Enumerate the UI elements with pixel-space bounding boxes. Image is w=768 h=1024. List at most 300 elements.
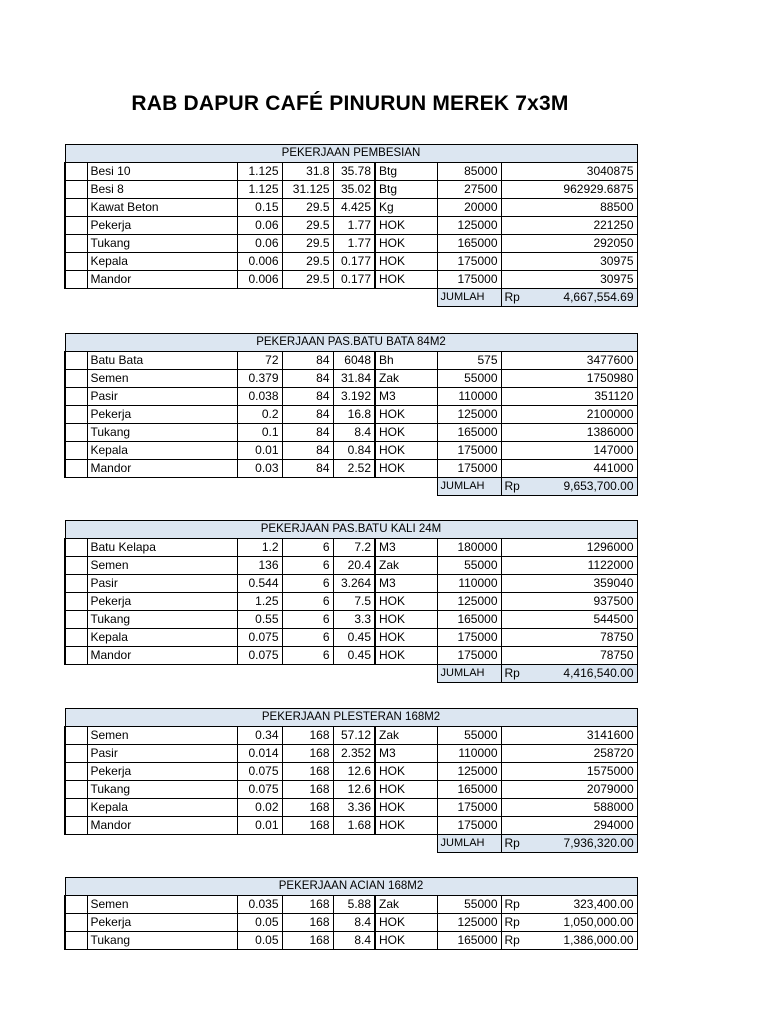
cell-unit: HOK bbox=[375, 235, 437, 253]
cell-price: 175000 bbox=[437, 460, 501, 478]
cell-rp: Rp bbox=[501, 932, 523, 950]
table-row bbox=[65, 199, 637, 217]
cell-blank bbox=[333, 289, 375, 307]
cell-price: 110000 bbox=[437, 388, 501, 406]
cell-price: 165000 bbox=[437, 235, 501, 253]
cell-unit: HOK bbox=[375, 271, 437, 289]
cell-price: 27500 bbox=[437, 181, 501, 199]
cell-total: 292050 bbox=[523, 235, 637, 253]
cell-unit: Kg bbox=[375, 199, 437, 217]
cell-rp bbox=[501, 406, 523, 424]
cell-qty: 4.425 bbox=[333, 199, 375, 217]
cell-unit: HOK bbox=[375, 460, 437, 478]
cell-blank bbox=[65, 799, 87, 817]
jumlah-label: JUMLAH bbox=[437, 478, 501, 496]
table-row bbox=[65, 235, 637, 253]
cell-price: 110000 bbox=[437, 575, 501, 593]
cell-unit: Btg bbox=[375, 181, 437, 199]
cell-blank bbox=[65, 388, 87, 406]
cell-blank bbox=[65, 611, 87, 629]
cell-item: Kepala bbox=[87, 629, 237, 647]
cell-qty: 5.88 bbox=[333, 896, 375, 914]
cell-rp bbox=[501, 181, 523, 199]
cell-vol: 168 bbox=[282, 914, 333, 932]
jumlah-label: JUMLAH bbox=[437, 835, 501, 853]
cell-qty: 2.52 bbox=[333, 460, 375, 478]
cell-qty: 0.45 bbox=[333, 647, 375, 665]
cell-qty: 8.4 bbox=[333, 914, 375, 932]
cell-blank bbox=[65, 163, 87, 181]
cell-price: 175000 bbox=[437, 799, 501, 817]
table-row bbox=[65, 593, 637, 611]
cell-price: 165000 bbox=[437, 424, 501, 442]
cell-item: Semen bbox=[87, 557, 237, 575]
cell-item: Pekerja bbox=[87, 406, 237, 424]
section-table bbox=[64, 144, 638, 307]
cell-vol: 6 bbox=[282, 629, 333, 647]
cell-item: Mandor bbox=[87, 271, 237, 289]
cell-qty: 20.4 bbox=[333, 557, 375, 575]
cell-item: Pasir bbox=[87, 575, 237, 593]
cell-total: 1750980 bbox=[523, 370, 637, 388]
cell-vol: 29.5 bbox=[282, 253, 333, 271]
cell-rp bbox=[501, 745, 523, 763]
cell-blank bbox=[65, 647, 87, 665]
cell-total: 2100000 bbox=[523, 406, 637, 424]
cell-vol: 168 bbox=[282, 932, 333, 950]
cell-blank bbox=[65, 235, 87, 253]
cell-blank bbox=[65, 460, 87, 478]
cell-price: 55000 bbox=[437, 896, 501, 914]
section-2 bbox=[64, 333, 636, 496]
cell-qty: 16.8 bbox=[333, 406, 375, 424]
cell-rp bbox=[501, 424, 523, 442]
cell-blank bbox=[65, 271, 87, 289]
cell-item: Semen bbox=[87, 370, 237, 388]
cell-item: Besi 8 bbox=[87, 181, 237, 199]
cell-item: Mandor bbox=[87, 460, 237, 478]
cell-unit: Zak bbox=[375, 896, 437, 914]
table-row bbox=[65, 932, 637, 950]
cell-blank bbox=[237, 835, 282, 853]
cell-rp: Rp bbox=[501, 896, 523, 914]
cell-rp bbox=[501, 271, 523, 289]
cell-item: Tukang bbox=[87, 611, 237, 629]
jumlah-value: 4,667,554.69 bbox=[523, 289, 637, 307]
cell-blank bbox=[282, 478, 333, 496]
cell-total: 147000 bbox=[523, 442, 637, 460]
cell-koef: 136 bbox=[237, 557, 282, 575]
table-row bbox=[65, 370, 637, 388]
cell-total: 30975 bbox=[523, 253, 637, 271]
cell-rp bbox=[501, 539, 523, 557]
cell-koef: 72 bbox=[237, 352, 282, 370]
cell-blank bbox=[65, 914, 87, 932]
cell-item: Pasir bbox=[87, 745, 237, 763]
jumlah-row bbox=[65, 665, 637, 683]
cell-total: 1,050,000.00 bbox=[523, 914, 637, 932]
cell-koef: 1.25 bbox=[237, 593, 282, 611]
cell-price: 55000 bbox=[437, 557, 501, 575]
cell-blank bbox=[65, 199, 87, 217]
cell-unit: HOK bbox=[375, 406, 437, 424]
cell-blank bbox=[65, 817, 87, 835]
cell-total: 1575000 bbox=[523, 763, 637, 781]
cell-blank bbox=[65, 253, 87, 271]
cell-item: Batu Bata bbox=[87, 352, 237, 370]
cell-vol: 168 bbox=[282, 781, 333, 799]
table-row bbox=[65, 406, 637, 424]
cell-item: Pekerja bbox=[87, 914, 237, 932]
cell-unit: HOK bbox=[375, 253, 437, 271]
cell-blank bbox=[65, 424, 87, 442]
cell-total: 221250 bbox=[523, 217, 637, 235]
cell-rp bbox=[501, 388, 523, 406]
cell-total: 3040875 bbox=[523, 163, 637, 181]
cell-vol: 168 bbox=[282, 817, 333, 835]
cell-rp bbox=[501, 253, 523, 271]
cell-total: 3141600 bbox=[523, 727, 637, 745]
cell-rp bbox=[501, 235, 523, 253]
section-header-row bbox=[65, 145, 637, 163]
cell-vol: 168 bbox=[282, 745, 333, 763]
cell-blank bbox=[65, 896, 87, 914]
cell-total: 588000 bbox=[523, 799, 637, 817]
cell-total: 1122000 bbox=[523, 557, 637, 575]
section-5 bbox=[64, 877, 636, 950]
jumlah-currency: Rp bbox=[501, 665, 523, 683]
cell-koef: 1.125 bbox=[237, 181, 282, 199]
cell-unit: HOK bbox=[375, 611, 437, 629]
table-row bbox=[65, 388, 637, 406]
cell-blank bbox=[87, 835, 237, 853]
jumlah-value: 4,416,540.00 bbox=[523, 665, 637, 683]
cell-blank bbox=[65, 575, 87, 593]
jumlah-value: 9,653,700.00 bbox=[523, 478, 637, 496]
cell-total: 294000 bbox=[523, 817, 637, 835]
cell-blank bbox=[87, 478, 237, 496]
table-row bbox=[65, 727, 637, 745]
cell-unit: HOK bbox=[375, 593, 437, 611]
cell-unit: HOK bbox=[375, 914, 437, 932]
section-header: PEKERJAAN PAS.BATU BATA 84M2 bbox=[65, 334, 637, 352]
cell-blank bbox=[282, 289, 333, 307]
cell-qty: 3.3 bbox=[333, 611, 375, 629]
cell-blank bbox=[65, 352, 87, 370]
cell-rp bbox=[501, 611, 523, 629]
cell-item: Kawat Beton bbox=[87, 199, 237, 217]
table-row bbox=[65, 163, 637, 181]
cell-rp bbox=[501, 217, 523, 235]
cell-koef: 0.014 bbox=[237, 745, 282, 763]
cell-qty: 8.4 bbox=[333, 424, 375, 442]
cell-blank bbox=[65, 835, 87, 853]
cell-koef: 0.006 bbox=[237, 271, 282, 289]
cell-price: 175000 bbox=[437, 253, 501, 271]
cell-vol: 6 bbox=[282, 593, 333, 611]
table-row bbox=[65, 914, 637, 932]
cell-koef: 0.544 bbox=[237, 575, 282, 593]
cell-koef: 0.075 bbox=[237, 763, 282, 781]
section-header: PEKERJAAN ACIAN 168M2 bbox=[65, 878, 637, 896]
cell-vol: 6 bbox=[282, 575, 333, 593]
cell-unit: M3 bbox=[375, 575, 437, 593]
section-table bbox=[64, 877, 638, 950]
cell-rp bbox=[501, 727, 523, 745]
jumlah-row bbox=[65, 835, 637, 853]
cell-price: 575 bbox=[437, 352, 501, 370]
cell-unit: HOK bbox=[375, 647, 437, 665]
cell-unit: Bh bbox=[375, 352, 437, 370]
cell-item: Tukang bbox=[87, 932, 237, 950]
cell-unit: HOK bbox=[375, 763, 437, 781]
jumlah-currency: Rp bbox=[501, 289, 523, 307]
cell-unit: Btg bbox=[375, 163, 437, 181]
section-3 bbox=[64, 520, 636, 683]
cell-total: 3477600 bbox=[523, 352, 637, 370]
cell-qty: 35.02 bbox=[333, 181, 375, 199]
cell-total: 544500 bbox=[523, 611, 637, 629]
cell-qty: 7.2 bbox=[333, 539, 375, 557]
jumlah-value: 7,936,320.00 bbox=[523, 835, 637, 853]
cell-koef: 0.34 bbox=[237, 727, 282, 745]
table-row bbox=[65, 539, 637, 557]
cell-blank bbox=[65, 370, 87, 388]
cell-koef: 0.06 bbox=[237, 217, 282, 235]
cell-qty: 3.264 bbox=[333, 575, 375, 593]
cell-vol: 168 bbox=[282, 763, 333, 781]
cell-vol: 29.5 bbox=[282, 235, 333, 253]
cell-unit: HOK bbox=[375, 217, 437, 235]
cell-item: Pasir bbox=[87, 388, 237, 406]
cell-koef: 0.15 bbox=[237, 199, 282, 217]
cell-blank bbox=[237, 289, 282, 307]
cell-koef: 0.01 bbox=[237, 442, 282, 460]
cell-vol: 29.5 bbox=[282, 217, 333, 235]
table-row bbox=[65, 745, 637, 763]
cell-blank bbox=[65, 781, 87, 799]
cell-price: 165000 bbox=[437, 611, 501, 629]
cell-total: 88500 bbox=[523, 199, 637, 217]
cell-item: Tukang bbox=[87, 424, 237, 442]
cell-total: 1386000 bbox=[523, 424, 637, 442]
cell-blank bbox=[375, 478, 437, 496]
jumlah-row bbox=[65, 289, 637, 307]
cell-blank bbox=[87, 289, 237, 307]
table-row bbox=[65, 781, 637, 799]
table-row bbox=[65, 817, 637, 835]
cell-blank bbox=[65, 289, 87, 307]
cell-koef: 0.006 bbox=[237, 253, 282, 271]
section-header: PEKERJAAN PAS.BATU KALI 24M bbox=[65, 521, 637, 539]
cell-total: 30975 bbox=[523, 271, 637, 289]
cell-koef: 0.075 bbox=[237, 629, 282, 647]
cell-vol: 29.5 bbox=[282, 271, 333, 289]
cell-blank bbox=[65, 629, 87, 647]
cell-item: Mandor bbox=[87, 647, 237, 665]
cell-qty: 1.68 bbox=[333, 817, 375, 835]
cell-vol: 31.125 bbox=[282, 181, 333, 199]
cell-rp bbox=[501, 593, 523, 611]
cell-price: 20000 bbox=[437, 199, 501, 217]
cell-total: 1,386,000.00 bbox=[523, 932, 637, 950]
section-1 bbox=[64, 144, 636, 307]
jumlah-currency: Rp bbox=[501, 835, 523, 853]
cell-rp bbox=[501, 460, 523, 478]
cell-vol: 6 bbox=[282, 557, 333, 575]
cell-blank bbox=[65, 217, 87, 235]
cell-total: 2079000 bbox=[523, 781, 637, 799]
cell-qty: 0.45 bbox=[333, 629, 375, 647]
cell-item: Semen bbox=[87, 896, 237, 914]
cell-blank bbox=[333, 835, 375, 853]
cell-vol: 168 bbox=[282, 799, 333, 817]
cell-item: Besi 10 bbox=[87, 163, 237, 181]
cell-price: 85000 bbox=[437, 163, 501, 181]
cell-qty: 12.6 bbox=[333, 781, 375, 799]
cell-total: 78750 bbox=[523, 647, 637, 665]
table-row bbox=[65, 424, 637, 442]
cell-unit: Zak bbox=[375, 557, 437, 575]
cell-blank bbox=[237, 478, 282, 496]
cell-price: 55000 bbox=[437, 370, 501, 388]
cell-price: 125000 bbox=[437, 406, 501, 424]
cell-blank bbox=[65, 557, 87, 575]
cell-blank bbox=[65, 593, 87, 611]
cell-price: 125000 bbox=[437, 914, 501, 932]
cell-price: 175000 bbox=[437, 817, 501, 835]
table-row bbox=[65, 557, 637, 575]
cell-blank bbox=[65, 442, 87, 460]
jumlah-currency: Rp bbox=[501, 478, 523, 496]
cell-qty: 6048 bbox=[333, 352, 375, 370]
cell-item: Pekerja bbox=[87, 217, 237, 235]
cell-koef: 0.038 bbox=[237, 388, 282, 406]
cell-koef: 0.2 bbox=[237, 406, 282, 424]
cell-total: 441000 bbox=[523, 460, 637, 478]
table-row bbox=[65, 647, 637, 665]
cell-rp bbox=[501, 647, 523, 665]
cell-qty: 0.84 bbox=[333, 442, 375, 460]
cell-koef: 0.075 bbox=[237, 647, 282, 665]
cell-vol: 31.8 bbox=[282, 163, 333, 181]
cell-blank bbox=[333, 478, 375, 496]
cell-blank bbox=[333, 665, 375, 683]
section-header: PEKERJAAN PLESTERAN 168M2 bbox=[65, 709, 637, 727]
section-table bbox=[64, 333, 638, 496]
cell-qty: 12.6 bbox=[333, 763, 375, 781]
cell-koef: 1.2 bbox=[237, 539, 282, 557]
section-header-row bbox=[65, 709, 637, 727]
cell-blank bbox=[375, 665, 437, 683]
cell-blank bbox=[375, 289, 437, 307]
table-row bbox=[65, 799, 637, 817]
cell-rp bbox=[501, 575, 523, 593]
cell-unit: HOK bbox=[375, 781, 437, 799]
cell-koef: 0.05 bbox=[237, 932, 282, 950]
cell-total: 359040 bbox=[523, 575, 637, 593]
table-row bbox=[65, 217, 637, 235]
cell-koef: 0.075 bbox=[237, 781, 282, 799]
cell-blank bbox=[65, 763, 87, 781]
cell-qty: 0.177 bbox=[333, 253, 375, 271]
cell-blank bbox=[65, 932, 87, 950]
cell-vol: 84 bbox=[282, 442, 333, 460]
cell-item: Semen bbox=[87, 727, 237, 745]
cell-koef: 0.55 bbox=[237, 611, 282, 629]
cell-total: 258720 bbox=[523, 745, 637, 763]
cell-unit: HOK bbox=[375, 817, 437, 835]
table-row bbox=[65, 181, 637, 199]
cell-price: 125000 bbox=[437, 763, 501, 781]
cell-unit: M3 bbox=[375, 388, 437, 406]
cell-unit: HOK bbox=[375, 442, 437, 460]
cell-vol: 6 bbox=[282, 539, 333, 557]
cell-vol: 168 bbox=[282, 727, 333, 745]
cell-rp: Rp bbox=[501, 914, 523, 932]
cell-rp bbox=[501, 629, 523, 647]
cell-unit: HOK bbox=[375, 424, 437, 442]
cell-item: Tukang bbox=[87, 781, 237, 799]
cell-qty: 3.192 bbox=[333, 388, 375, 406]
cell-qty: 1.77 bbox=[333, 217, 375, 235]
cell-blank bbox=[87, 665, 237, 683]
table-row bbox=[65, 896, 637, 914]
cell-koef: 0.03 bbox=[237, 460, 282, 478]
cell-total: 323,400.00 bbox=[523, 896, 637, 914]
cell-qty: 8.4 bbox=[333, 932, 375, 950]
cell-unit: Zak bbox=[375, 727, 437, 745]
cell-price: 110000 bbox=[437, 745, 501, 763]
cell-blank bbox=[237, 665, 282, 683]
cell-qty: 7.5 bbox=[333, 593, 375, 611]
section-header: PEKERJAAN PEMBESIAN bbox=[65, 145, 637, 163]
table-row bbox=[65, 352, 637, 370]
cell-total: 937500 bbox=[523, 593, 637, 611]
cell-item: Kepala bbox=[87, 799, 237, 817]
cell-blank bbox=[282, 665, 333, 683]
cell-unit: M3 bbox=[375, 539, 437, 557]
cell-item: Tukang bbox=[87, 235, 237, 253]
jumlah-label: JUMLAH bbox=[437, 665, 501, 683]
cell-koef: 0.379 bbox=[237, 370, 282, 388]
cell-vol: 84 bbox=[282, 352, 333, 370]
cell-price: 125000 bbox=[437, 217, 501, 235]
jumlah-label: JUMLAH bbox=[437, 289, 501, 307]
cell-koef: 1.125 bbox=[237, 163, 282, 181]
table-row bbox=[65, 763, 637, 781]
cell-vol: 84 bbox=[282, 460, 333, 478]
cell-rp bbox=[501, 370, 523, 388]
table-row bbox=[65, 629, 637, 647]
cell-blank bbox=[65, 727, 87, 745]
cell-item: Kepala bbox=[87, 253, 237, 271]
cell-vol: 168 bbox=[282, 896, 333, 914]
table-row bbox=[65, 253, 637, 271]
cell-qty: 0.177 bbox=[333, 271, 375, 289]
cell-vol: 6 bbox=[282, 647, 333, 665]
cell-koef: 0.01 bbox=[237, 817, 282, 835]
section-header-row bbox=[65, 878, 637, 896]
jumlah-row bbox=[65, 478, 637, 496]
cell-qty: 31.84 bbox=[333, 370, 375, 388]
cell-price: 55000 bbox=[437, 727, 501, 745]
cell-qty: 35.78 bbox=[333, 163, 375, 181]
cell-blank bbox=[65, 478, 87, 496]
cell-price: 125000 bbox=[437, 593, 501, 611]
cell-koef: 0.06 bbox=[237, 235, 282, 253]
cell-rp bbox=[501, 817, 523, 835]
